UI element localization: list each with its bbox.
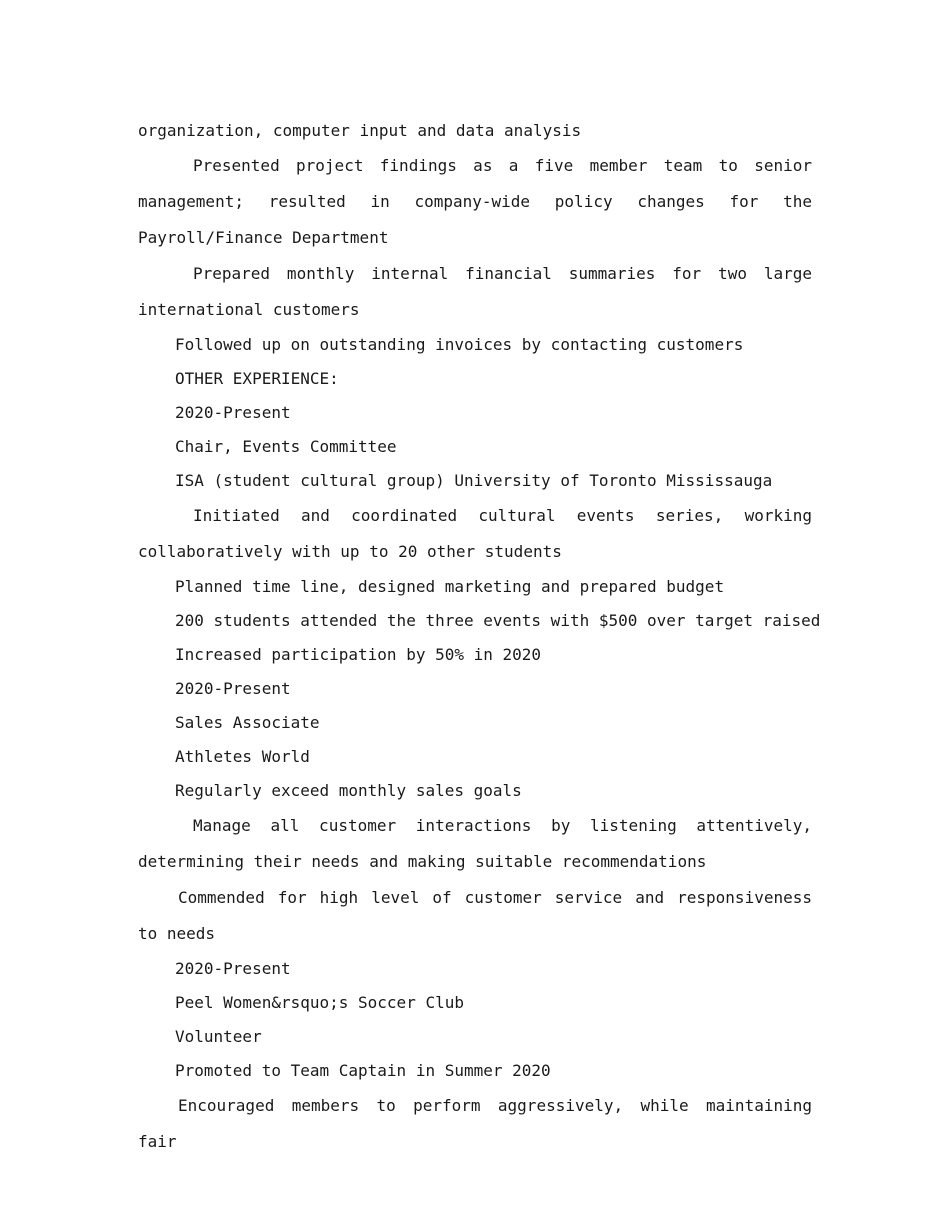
organization: Athletes World	[175, 747, 310, 766]
document-body	[138, 114, 821, 1160]
date-range: 2020-Present	[175, 959, 291, 978]
text-line: Regularly exceed monthly sales goals	[175, 781, 522, 800]
date-range: 2020-Present	[175, 679, 291, 698]
text-line: Promoted to Team Captain in Summer 2020	[175, 1061, 551, 1080]
text-line: 200 students attended the three events with $500 over target raised	[175, 611, 821, 630]
paragraph: Manage all customer interactions by listening attentively, determining their needs and making suitable recommendations	[138, 816, 812, 871]
job-title: Volunteer	[175, 1027, 262, 1046]
text-line: organization, computer input and data analysis	[138, 121, 582, 140]
paragraph: Commended for high level of customer service and responsiveness to needs	[138, 888, 812, 943]
section-heading: OTHER EXPERIENCE:	[175, 369, 339, 388]
date-range: 2020-Present	[175, 403, 291, 422]
organization: Peel Women&rsquo;s Soccer Club	[175, 993, 464, 1012]
paragraph: Initiated and coordinated cultural events series, working collaboratively with up to 20 other students	[138, 506, 812, 561]
job-title: Chair, Events Committee	[175, 437, 397, 456]
text-line: Planned time line, designed marketing and prepared budget	[175, 577, 725, 596]
organization: ISA (student cultural group) University of Toronto Mississauga	[175, 471, 773, 490]
paragraph: Presented project findings as a five member team to senior management; resulted in company-wide policy changes for the Payroll/Finance Department	[138, 156, 812, 247]
paragraph: Encouraged members to perform aggressively, while maintaining fair	[138, 1096, 812, 1151]
paragraph: Prepared monthly internal financial summaries for two large international customers	[138, 264, 812, 319]
job-title: Sales Associate	[175, 713, 320, 732]
text-line: Increased participation by 50% in 2020	[175, 645, 542, 664]
text-line: Followed up on outstanding invoices by contacting customers	[175, 335, 744, 354]
